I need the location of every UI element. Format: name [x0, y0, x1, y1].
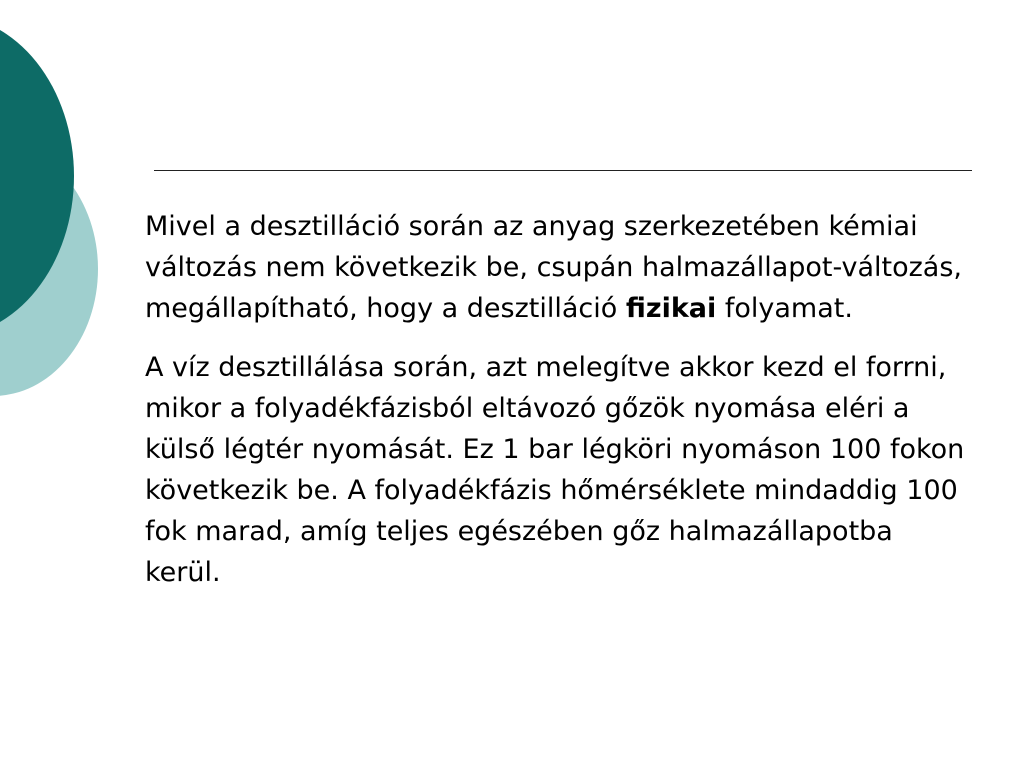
paragraph-2: A víz desztillálása során, azt melegítve akkor kezd el forrni, mikor a folyadékfázisból eltávozó gőzök nyomása eléri a külső légtér nyomását. Ez 1 bar légköri nyomáson 100 fokon következik be. A folyadékfázis hőmérséklete mindaddig 100 fok marad, amíg teljes egészében gőz halmazállapotba kerül. — [145, 352, 965, 588]
paragraph-1-bold-term: fizikai — [625, 293, 717, 324]
paragraph-1 — [145, 206, 975, 329]
slide-body — [145, 206, 975, 593]
title-divider-line — [154, 170, 972, 171]
paragraph-1-text-start: Mivel a desztilláció során az anyag szerkezetében kémiai változás nem következik be, csupán halmazállapot-változás, megállapítható, hogy a desztilláció — [145, 211, 963, 324]
paragraph-1-text-end: folyamat. — [716, 293, 853, 324]
